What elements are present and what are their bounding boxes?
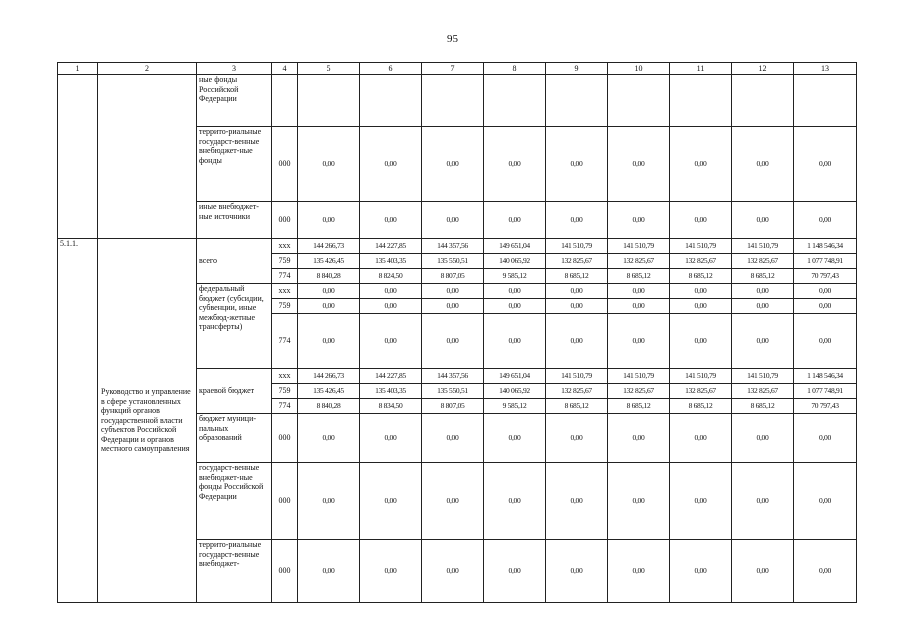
value-cell-col6: 135 403,35: [360, 384, 422, 399]
value-cell-col8: 0,00: [484, 202, 546, 239]
value-cell-col8: 0,00: [484, 540, 546, 603]
value-cell-col11: 8 685,12: [670, 399, 732, 414]
value-cell-col10: 0,00: [608, 463, 670, 540]
source-label: террито-риальные государст-венные внебюджет-: [197, 540, 272, 603]
value-cell-col10: 0,00: [608, 414, 670, 463]
column-header-6: 6: [360, 63, 422, 75]
value-cell-col9: 0,00: [546, 299, 608, 314]
table-row: [58, 239, 857, 254]
value-cell-col10: 141 510,79: [608, 239, 670, 254]
value-cell-col12: 0,00: [732, 127, 794, 202]
column-header-13: 13: [794, 63, 857, 75]
value-cell-col9: 141 510,79: [546, 369, 608, 384]
value-cell-col5: 135 426,45: [298, 254, 360, 269]
value-cell-col11: 132 825,67: [670, 384, 732, 399]
value-cell-col7: 0,00: [422, 314, 484, 369]
value-cell-col5: 0,00: [298, 202, 360, 239]
value-cell-col11: 0,00: [670, 202, 732, 239]
value-cell-col12: [732, 75, 794, 127]
code-cell: ххх: [272, 239, 298, 254]
value-cell-col8: 140 065,92: [484, 384, 546, 399]
value-cell-col6: 0,00: [360, 284, 422, 299]
value-cell-col7: [422, 75, 484, 127]
value-cell-col10: 132 825,67: [608, 384, 670, 399]
value-cell-col10: 0,00: [608, 202, 670, 239]
value-cell-col7: 0,00: [422, 540, 484, 603]
value-cell-col12: 0,00: [732, 314, 794, 369]
section-title: Руководство и управление в сфере установленных функций органов государственной власти субъектов Российской Федерации и органов местного самоуправления: [98, 239, 197, 603]
value-cell-col10: 8 685,12: [608, 269, 670, 284]
value-cell-col11: 0,00: [670, 299, 732, 314]
value-cell-col7: 135 550,51: [422, 384, 484, 399]
budget-table: [57, 62, 857, 603]
section-number: 5.1.1.: [58, 239, 98, 603]
value-cell-col8: 0,00: [484, 299, 546, 314]
code-cell: ххх: [272, 284, 298, 299]
code-cell: 759: [272, 299, 298, 314]
value-cell-col10: 0,00: [608, 299, 670, 314]
column-header-9: 9: [546, 63, 608, 75]
code-cell: [272, 75, 298, 127]
value-cell-col11: [670, 75, 732, 127]
code-cell: ххх: [272, 369, 298, 384]
value-cell-col12: 132 825,67: [732, 254, 794, 269]
value-cell-col9: 0,00: [546, 284, 608, 299]
value-cell-col8: 0,00: [484, 127, 546, 202]
value-cell-col12: 0,00: [732, 414, 794, 463]
value-cell-col13: 1 077 748,91: [794, 254, 857, 269]
value-cell-col12: 8 685,12: [732, 399, 794, 414]
value-cell-col13: 0,00: [794, 202, 857, 239]
value-cell-col12: 132 825,67: [732, 384, 794, 399]
value-cell-col6: 0,00: [360, 299, 422, 314]
value-cell-col7: 0,00: [422, 202, 484, 239]
code-cell: 774: [272, 399, 298, 414]
code-cell: 000: [272, 202, 298, 239]
value-cell-col9: [546, 75, 608, 127]
value-cell-col5: 0,00: [298, 463, 360, 540]
column-header-5: 5: [298, 63, 360, 75]
value-cell-col8: 149 651,04: [484, 369, 546, 384]
value-cell-col13: 70 797,43: [794, 399, 857, 414]
value-cell-col5: 144 266,73: [298, 369, 360, 384]
value-cell-col13: 0,00: [794, 414, 857, 463]
value-cell-col5: 0,00: [298, 127, 360, 202]
value-cell-col9: 0,00: [546, 314, 608, 369]
value-cell-col11: 0,00: [670, 463, 732, 540]
value-cell-col7: 8 807,05: [422, 399, 484, 414]
value-cell-col13: 1 148 546,34: [794, 239, 857, 254]
source-label: террито-риальные государст-венные внебюджет-ные фонды: [197, 127, 272, 202]
value-cell-col6: 8 824,50: [360, 269, 422, 284]
value-cell-col8: 0,00: [484, 284, 546, 299]
header-row: [58, 63, 857, 75]
value-cell-col9: 0,00: [546, 127, 608, 202]
value-cell-col8: 0,00: [484, 314, 546, 369]
table-row: [58, 75, 857, 127]
value-cell-col6: 135 403,35: [360, 254, 422, 269]
value-cell-col7: 8 807,05: [422, 269, 484, 284]
value-cell-col8: 140 065,92: [484, 254, 546, 269]
value-cell-col12: 0,00: [732, 463, 794, 540]
value-cell-col11: 0,00: [670, 284, 732, 299]
page-number: 95: [447, 33, 458, 45]
source-label: всего: [197, 239, 272, 284]
value-cell-col12: 0,00: [732, 299, 794, 314]
value-cell-col13: 1 148 546,34: [794, 369, 857, 384]
value-cell-col11: 0,00: [670, 127, 732, 202]
value-cell-col7: 144 357,56: [422, 239, 484, 254]
value-cell-col10: 132 825,67: [608, 254, 670, 269]
value-cell-col8: 9 585,12: [484, 269, 546, 284]
value-cell-col9: 141 510,79: [546, 239, 608, 254]
value-cell-col5: 135 426,45: [298, 384, 360, 399]
value-cell-col12: 0,00: [732, 202, 794, 239]
value-cell-col12: 8 685,12: [732, 269, 794, 284]
value-cell-col5: 0,00: [298, 414, 360, 463]
value-cell-col8: [484, 75, 546, 127]
value-cell-col7: 135 550,51: [422, 254, 484, 269]
value-cell-col13: 0,00: [794, 127, 857, 202]
column-header-2: 2: [98, 63, 197, 75]
code-cell: 774: [272, 314, 298, 369]
source-label: государст-венные внебюджет-ные фонды Российской Федерации: [197, 463, 272, 540]
value-cell-col10: 0,00: [608, 127, 670, 202]
value-cell-col13: 0,00: [794, 540, 857, 603]
value-cell-col7: 144 357,56: [422, 369, 484, 384]
value-cell-col5: 8 840,28: [298, 399, 360, 414]
value-cell-col7: 0,00: [422, 284, 484, 299]
value-cell-col5: 0,00: [298, 284, 360, 299]
value-cell-col8: 9 585,12: [484, 399, 546, 414]
value-cell-col7: 0,00: [422, 463, 484, 540]
value-cell-col5: 0,00: [298, 299, 360, 314]
value-cell-col12: 141 510,79: [732, 369, 794, 384]
code-cell: 000: [272, 127, 298, 202]
value-cell-col12: 0,00: [732, 540, 794, 603]
value-cell-col5: 0,00: [298, 540, 360, 603]
value-cell-col6: 144 227,85: [360, 239, 422, 254]
column-header-12: 12: [732, 63, 794, 75]
value-cell-col6: [360, 75, 422, 127]
value-cell-col10: 141 510,79: [608, 369, 670, 384]
source-label: бюджет муници-пальных образований: [197, 414, 272, 463]
column-header-8: 8: [484, 63, 546, 75]
source-label: иные внебюджет-ные источники: [197, 202, 272, 239]
value-cell-col11: 0,00: [670, 414, 732, 463]
value-cell-col10: [608, 75, 670, 127]
empty-cell: [58, 75, 98, 239]
value-cell-col11: 141 510,79: [670, 369, 732, 384]
value-cell-col7: 0,00: [422, 299, 484, 314]
value-cell-col8: 0,00: [484, 463, 546, 540]
code-cell: 000: [272, 463, 298, 540]
value-cell-col13: 70 797,43: [794, 269, 857, 284]
value-cell-col13: 0,00: [794, 299, 857, 314]
value-cell-col9: 132 825,67: [546, 254, 608, 269]
value-cell-col9: 8 685,12: [546, 269, 608, 284]
value-cell-col11: 8 685,12: [670, 269, 732, 284]
value-cell-col5: 144 266,73: [298, 239, 360, 254]
value-cell-col9: 0,00: [546, 540, 608, 603]
code-cell: 759: [272, 384, 298, 399]
value-cell-col10: 0,00: [608, 284, 670, 299]
code-cell: 000: [272, 414, 298, 463]
source-label: краевой бюджет: [197, 369, 272, 414]
value-cell-col9: 0,00: [546, 414, 608, 463]
column-header-1: 1: [58, 63, 98, 75]
value-cell-col11: 0,00: [670, 314, 732, 369]
value-cell-col7: 0,00: [422, 414, 484, 463]
value-cell-col11: 141 510,79: [670, 239, 732, 254]
value-cell-col8: 0,00: [484, 414, 546, 463]
value-cell-col13: 1 077 748,91: [794, 384, 857, 399]
value-cell-col9: 132 825,67: [546, 384, 608, 399]
value-cell-col5: 8 840,28: [298, 269, 360, 284]
source-label: федеральный бюджет (субсидии, субвенции, иные межбюд-жетные трансферты): [197, 284, 272, 369]
value-cell-col11: 0,00: [670, 540, 732, 603]
value-cell-col11: 132 825,67: [670, 254, 732, 269]
column-header-11: 11: [670, 63, 732, 75]
value-cell-col13: 0,00: [794, 314, 857, 369]
value-cell-col9: 8 685,12: [546, 399, 608, 414]
value-cell-col6: 0,00: [360, 127, 422, 202]
value-cell-col13: 0,00: [794, 284, 857, 299]
value-cell-col6: 0,00: [360, 463, 422, 540]
value-cell-col9: 0,00: [546, 202, 608, 239]
value-cell-col12: 141 510,79: [732, 239, 794, 254]
source-label: ные фонды Российской Федерации: [197, 75, 272, 127]
value-cell-col6: 0,00: [360, 314, 422, 369]
value-cell-col6: 0,00: [360, 540, 422, 603]
value-cell-col7: 0,00: [422, 127, 484, 202]
column-header-3: 3: [197, 63, 272, 75]
column-header-4: 4: [272, 63, 298, 75]
value-cell-col5: 0,00: [298, 314, 360, 369]
value-cell-col13: 0,00: [794, 463, 857, 540]
code-cell: 774: [272, 269, 298, 284]
column-header-7: 7: [422, 63, 484, 75]
value-cell-col6: 144 227,85: [360, 369, 422, 384]
value-cell-col13: [794, 75, 857, 127]
code-cell: 759: [272, 254, 298, 269]
value-cell-col9: 0,00: [546, 463, 608, 540]
value-cell-col10: 0,00: [608, 314, 670, 369]
value-cell-col8: 149 651,04: [484, 239, 546, 254]
value-cell-col5: [298, 75, 360, 127]
column-header-10: 10: [608, 63, 670, 75]
value-cell-col6: 0,00: [360, 414, 422, 463]
empty-cell: [98, 75, 197, 239]
code-cell: 000: [272, 540, 298, 603]
value-cell-col12: 0,00: [732, 284, 794, 299]
value-cell-col10: 8 685,12: [608, 399, 670, 414]
value-cell-col10: 0,00: [608, 540, 670, 603]
value-cell-col6: 8 834,50: [360, 399, 422, 414]
value-cell-col6: 0,00: [360, 202, 422, 239]
